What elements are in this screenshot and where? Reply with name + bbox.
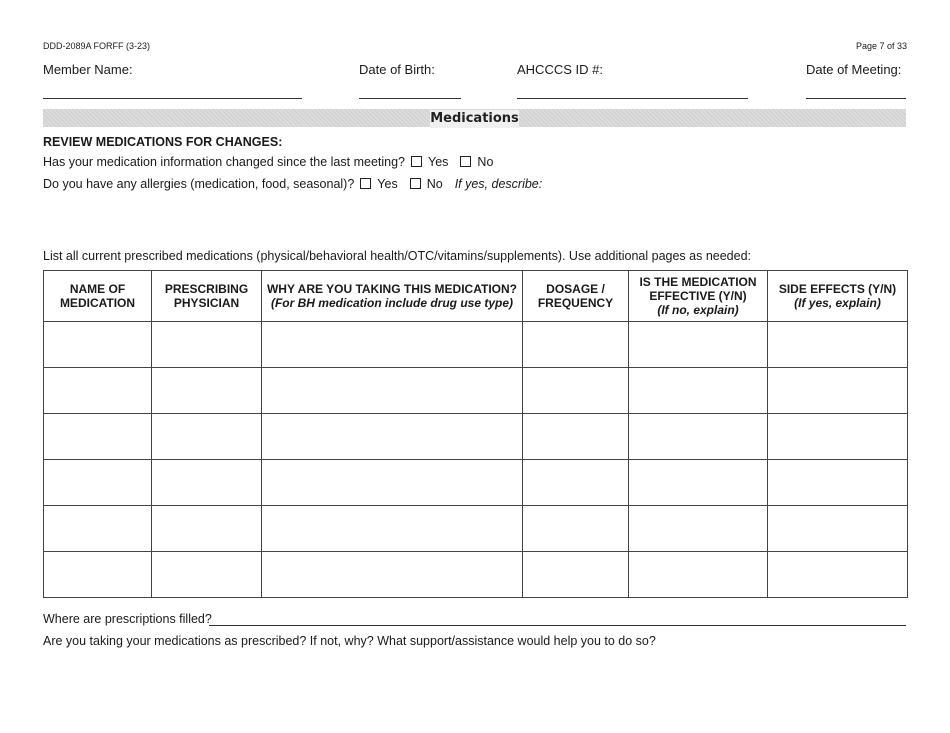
ahcccs-id-field[interactable] — [517, 98, 748, 99]
table-row — [44, 414, 908, 460]
medications-table — [43, 270, 908, 598]
medication-changed-yes-checkbox[interactable] — [411, 156, 422, 167]
table-cell[interactable] — [523, 368, 629, 414]
col-header-physician — [152, 271, 262, 322]
medication-changed-yes-label: Yes — [428, 155, 449, 169]
question-medication-changed-text: Has your medication information changed since the last meeting? — [43, 155, 406, 169]
table-cell[interactable] — [523, 552, 629, 598]
col-header-dosage-label: DOSAGE / FREQUENCY — [537, 282, 614, 310]
prescriptions-filled-field[interactable] — [209, 625, 906, 626]
medication-changed-no-label: No — [477, 155, 494, 169]
question-medication-changed — [43, 155, 493, 169]
col-header-effective-sub: (If no, explain) — [657, 303, 739, 317]
table-row — [44, 368, 908, 414]
table-cell[interactable] — [262, 506, 523, 552]
table-cell[interactable] — [262, 552, 523, 598]
allergies-no-checkbox[interactable] — [410, 178, 421, 189]
table-row — [44, 552, 908, 598]
table-cell[interactable] — [152, 414, 262, 460]
table-cell[interactable] — [152, 322, 262, 368]
table-cell[interactable] — [152, 368, 262, 414]
table-header-row — [44, 271, 908, 322]
table-cell[interactable] — [629, 414, 768, 460]
member-name-field[interactable] — [43, 98, 302, 99]
date-of-birth-label: Date of Birth: — [359, 62, 435, 77]
table-cell[interactable] — [768, 322, 908, 368]
question-allergies-text: Do you have any allergies (medication, food, seasonal)? — [43, 177, 355, 191]
col-header-effective-label: IS THE MEDICATION EFFECTIVE (Y/N) — [639, 275, 757, 303]
table-cell[interactable] — [629, 322, 768, 368]
col-header-side-effects — [768, 271, 908, 322]
form-code: DDD-2089A FORFF (3-23) — [43, 41, 151, 51]
table-cell[interactable] — [523, 460, 629, 506]
table-cell[interactable] — [768, 552, 908, 598]
table-row — [44, 506, 908, 552]
section-bar — [43, 109, 906, 127]
table-cell[interactable] — [262, 460, 523, 506]
allergies-no-label: No — [426, 177, 443, 191]
allergies-yes-checkbox[interactable] — [360, 178, 371, 189]
question-allergies — [43, 177, 542, 191]
ahcccs-id-label: AHCCCS ID #: — [517, 62, 603, 77]
table-cell[interactable] — [523, 322, 629, 368]
col-header-reason — [262, 271, 523, 322]
table-cell[interactable] — [44, 506, 152, 552]
table-cell[interactable] — [152, 506, 262, 552]
prescriptions-filled-label: Where are prescriptions filled? — [43, 612, 212, 626]
date-of-birth-field[interactable] — [359, 98, 461, 99]
table-cell[interactable] — [44, 322, 152, 368]
col-header-physician-label: PRESCRIBING PHYSICIAN — [164, 282, 249, 310]
section-title: Medications — [430, 111, 519, 126]
member-name-label: Member Name: — [43, 62, 133, 77]
table-cell[interactable] — [44, 414, 152, 460]
col-header-name — [44, 271, 152, 322]
col-header-dosage — [523, 271, 629, 322]
page-number: Page 7 of 33 — [855, 41, 907, 51]
allergies-yes-label: Yes — [377, 177, 398, 191]
table-cell[interactable] — [768, 460, 908, 506]
table-cell[interactable] — [629, 368, 768, 414]
table-cell[interactable] — [44, 368, 152, 414]
table-cell[interactable] — [152, 460, 262, 506]
col-header-reason-label: WHY ARE YOU TAKING THIS MEDICATION? — [266, 282, 517, 296]
date-of-meeting-label: Date of Meeting: — [806, 62, 902, 77]
table-row — [44, 460, 908, 506]
table-cell[interactable] — [262, 368, 523, 414]
table-cell[interactable] — [523, 506, 629, 552]
col-header-reason-sub: (For BH medication include drug use type) — [270, 296, 514, 310]
table-cell[interactable] — [629, 506, 768, 552]
table-cell[interactable] — [152, 552, 262, 598]
col-header-side-effects-sub: (If yes, explain) — [794, 296, 881, 310]
date-of-meeting-field[interactable] — [806, 98, 906, 99]
table-cell[interactable] — [768, 368, 908, 414]
table-cell[interactable] — [262, 322, 523, 368]
col-header-name-label: NAME OF MEDICATION — [59, 282, 136, 310]
table-cell[interactable] — [44, 552, 152, 598]
taking-as-prescribed-question: Are you taking your medications as prescribed? If not, why? What support/assistance would help you to do so? — [43, 634, 656, 648]
table-cell[interactable] — [44, 460, 152, 506]
list-instruction: List all current prescribed medications (physical/behavioral health/OTC/vitamins/supplements). Use additional pages as needed: — [43, 249, 752, 263]
table-cell[interactable] — [262, 414, 523, 460]
table-cell[interactable] — [768, 506, 908, 552]
review-heading: REVIEW MEDICATIONS FOR CHANGES: — [43, 135, 283, 149]
col-header-effective — [629, 271, 768, 322]
table-cell[interactable] — [768, 414, 908, 460]
col-header-side-effects-label: SIDE EFFECTS (Y/N) — [778, 282, 897, 296]
table-row — [44, 322, 908, 368]
table-cell[interactable] — [629, 460, 768, 506]
table-cell[interactable] — [629, 552, 768, 598]
allergies-followup: If yes, describe: — [454, 177, 543, 191]
medication-changed-no-checkbox[interactable] — [460, 156, 471, 167]
table-cell[interactable] — [523, 414, 629, 460]
